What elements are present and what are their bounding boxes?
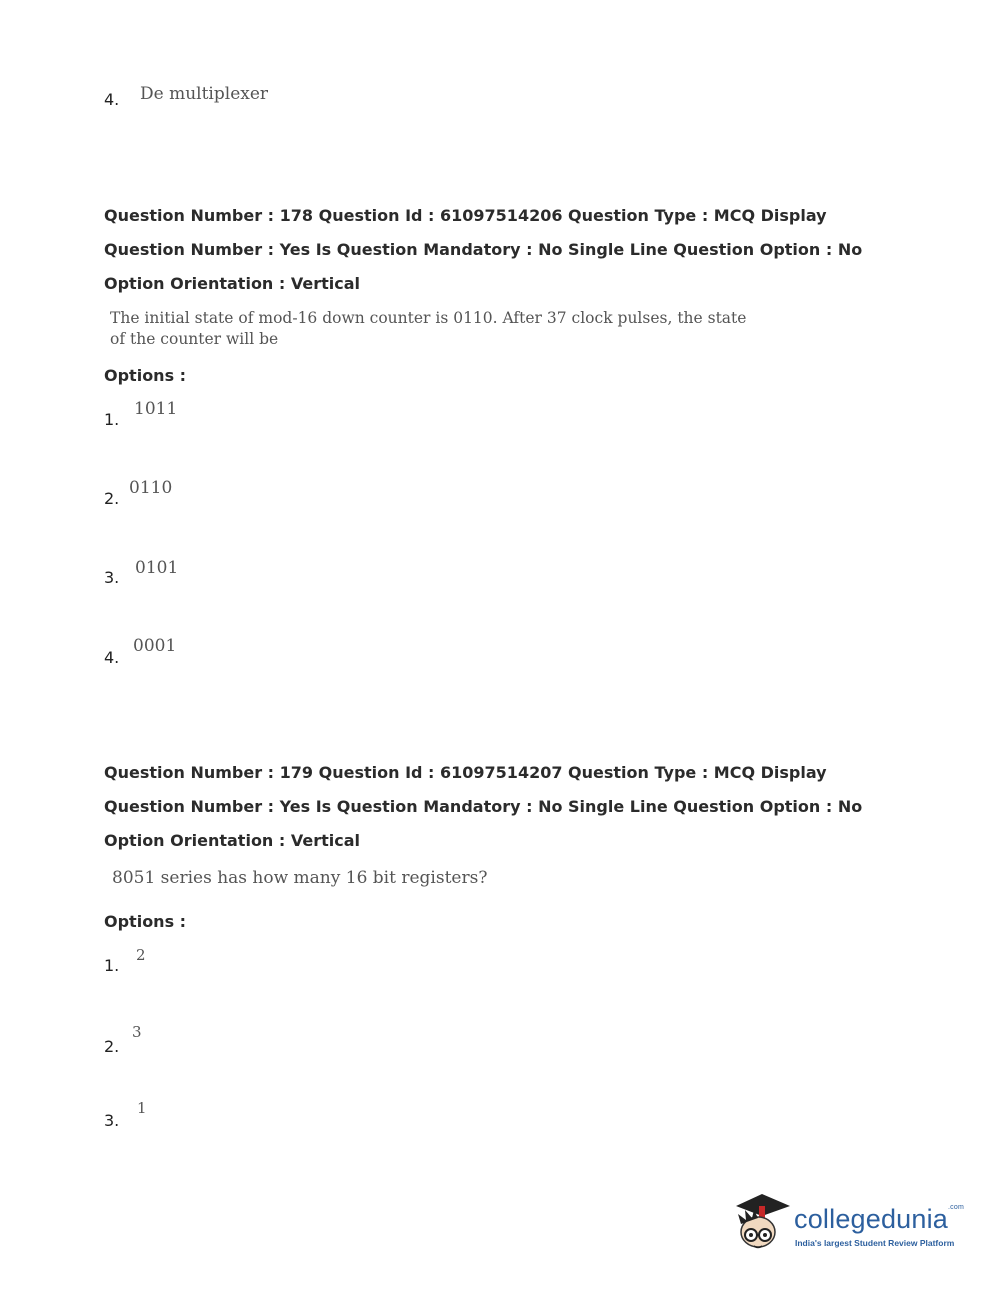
option-text: 0001	[133, 636, 177, 656]
option-text: 1011	[134, 399, 178, 419]
logo-word: collegedunia	[794, 1204, 949, 1234]
option-text: 3	[132, 1023, 142, 1041]
option-number: 3.	[104, 1111, 120, 1130]
question-meta: Question Number : 179 Question Id : 61097514207 Question Type : MCQ Display Question Number : Yes Is Question Mandatory : No Single Line Question Option : No Option Orientation : Vertical	[104, 763, 863, 850]
option-number: 4.	[104, 648, 120, 667]
options-label: Options :	[104, 912, 187, 931]
option-text: 0110	[129, 478, 173, 498]
question-text: The initial state of mod-16 down counter is 0110. After 37 clock pulses, the state of the counter will be	[110, 309, 747, 348]
option-number: 4.	[104, 90, 120, 109]
option-number: 2.	[104, 1037, 120, 1056]
collegedunia-logo	[732, 1188, 965, 1260]
option-text: 1	[137, 1099, 147, 1117]
option-number: 1.	[104, 410, 120, 429]
question-meta: Question Number : 178 Question Id : 61097514206 Question Type : MCQ Display Question Number : Yes Is Question Mandatory : No Single Line Question Option : No Option Orientation : Vertical	[104, 206, 863, 293]
option-text: 0101	[135, 558, 179, 578]
logo-wordmark	[794, 1204, 964, 1235]
options-label: Options :	[104, 366, 187, 385]
logo-suffix: .com	[948, 1204, 965, 1211]
logo-tagline: India's largest Student Review Platform	[795, 1238, 955, 1248]
option-number: 2.	[104, 489, 120, 508]
option-text: De multiplexer	[140, 84, 269, 104]
mascot-icon	[732, 1188, 792, 1258]
option-number: 3.	[104, 568, 120, 587]
option-number: 1.	[104, 956, 120, 975]
question-text: 8051 series has how many 16 bit registers?	[112, 868, 488, 888]
option-text: 2	[136, 946, 146, 964]
